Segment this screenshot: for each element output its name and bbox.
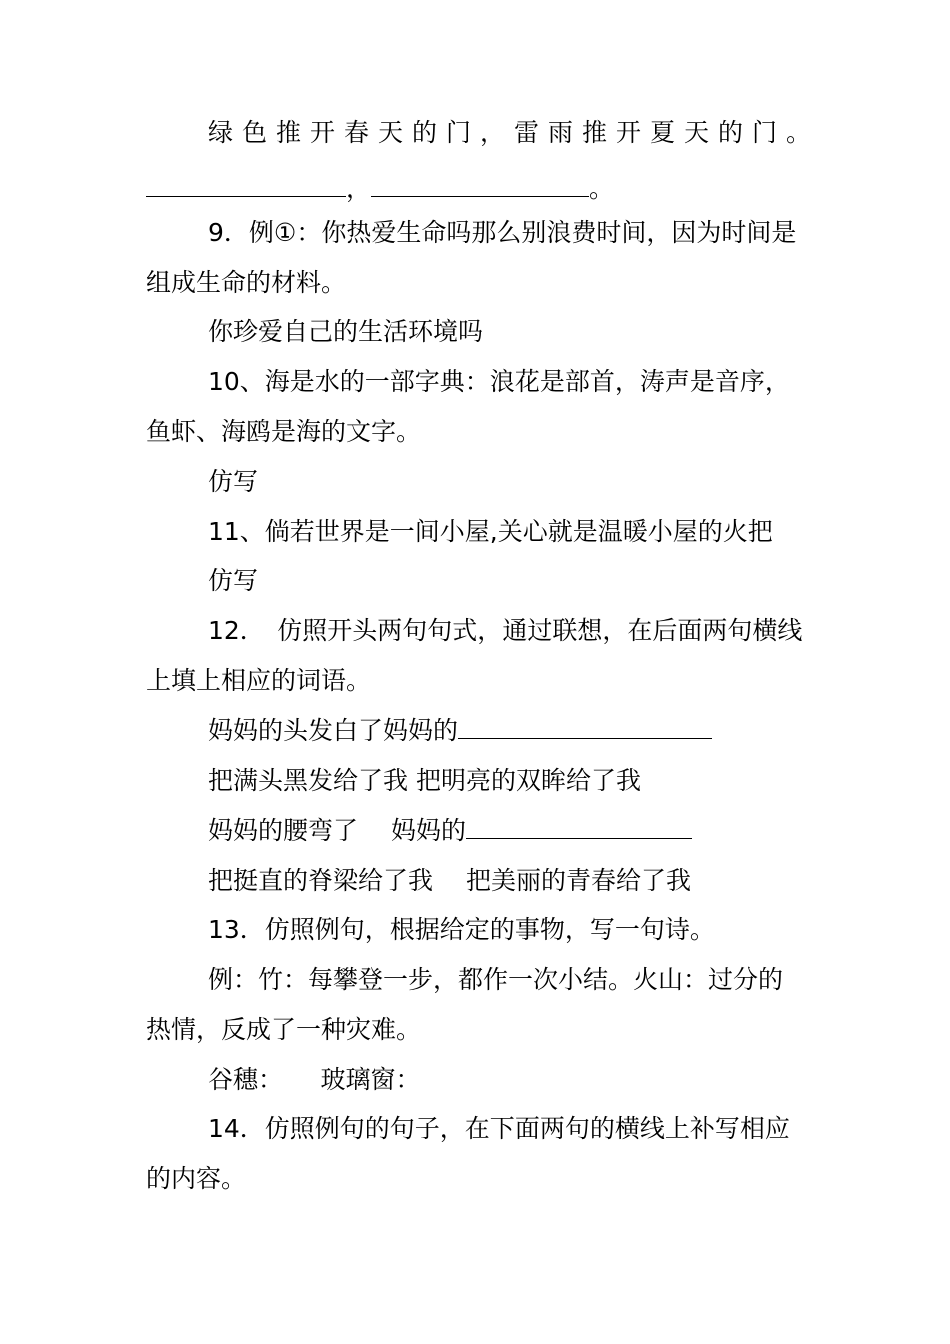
question-9-continued: 组成生命的材料。 xyxy=(146,268,347,297)
question-13-example-continued: 热情，反成了一种灾难。 xyxy=(146,1015,422,1044)
question-9-prompt: 你珍爱自己的生活环境吗 xyxy=(208,317,484,346)
question-13-example: 例：竹：每攀登一步，都作一次小结。火山：过分的 xyxy=(208,965,784,994)
poem-line-2: 把满头黑发给了我 把明亮的双眸给了我 xyxy=(208,766,641,795)
question-10-continued: 鱼虾、海鸥是海的文字。 xyxy=(146,417,422,446)
poem-line-3 xyxy=(208,814,692,848)
answer-blank[interactable] xyxy=(466,816,692,839)
question-14-continued: 的内容。 xyxy=(146,1164,247,1193)
example-sentence: 绿色推开春天的门，雷雨推开夏天的门。 xyxy=(208,118,821,147)
answer-blank[interactable] xyxy=(146,174,346,197)
question-13-prompts: 谷穗： 玻璃窗： xyxy=(208,1065,421,1094)
question-12: 12． 仿照开头两句句式，通过联想，在后面两句横线 xyxy=(208,616,803,645)
question-9: 9．例①：你热爱生命吗那么别浪费时间，因为时间是 xyxy=(208,218,797,247)
question-13: 13．仿照例句，根据给定的事物，写一句诗。 xyxy=(208,915,715,944)
question-12-continued: 上填上相应的词语。 xyxy=(146,666,372,695)
question-10: 10、海是水的一部字典：浪花是部首，涛声是音序， xyxy=(208,367,790,396)
poem-line-1 xyxy=(208,714,712,748)
answer-blank[interactable] xyxy=(371,174,589,197)
question-11: 11、倘若世界是一间小屋,关心就是温暖小屋的火把 xyxy=(208,517,773,546)
poem-line-4: 把挺直的脊梁给了我 把美丽的青春给了我 xyxy=(208,866,691,895)
imitate-label: 仿写 xyxy=(208,467,259,496)
imitate-label: 仿写 xyxy=(208,566,259,595)
comma-text: ， xyxy=(346,174,372,203)
poem-line-3-text: 妈妈的腰弯了 妈妈的 xyxy=(208,816,466,845)
answer-blank[interactable] xyxy=(458,716,712,739)
poem-line-1-text: 妈妈的头发白了妈妈的 xyxy=(208,716,459,745)
period-text: 。 xyxy=(589,174,615,203)
fill-in-line xyxy=(146,172,614,206)
question-14: 14．仿照例句的句子，在下面两句的横线上补写相应 xyxy=(208,1114,790,1143)
